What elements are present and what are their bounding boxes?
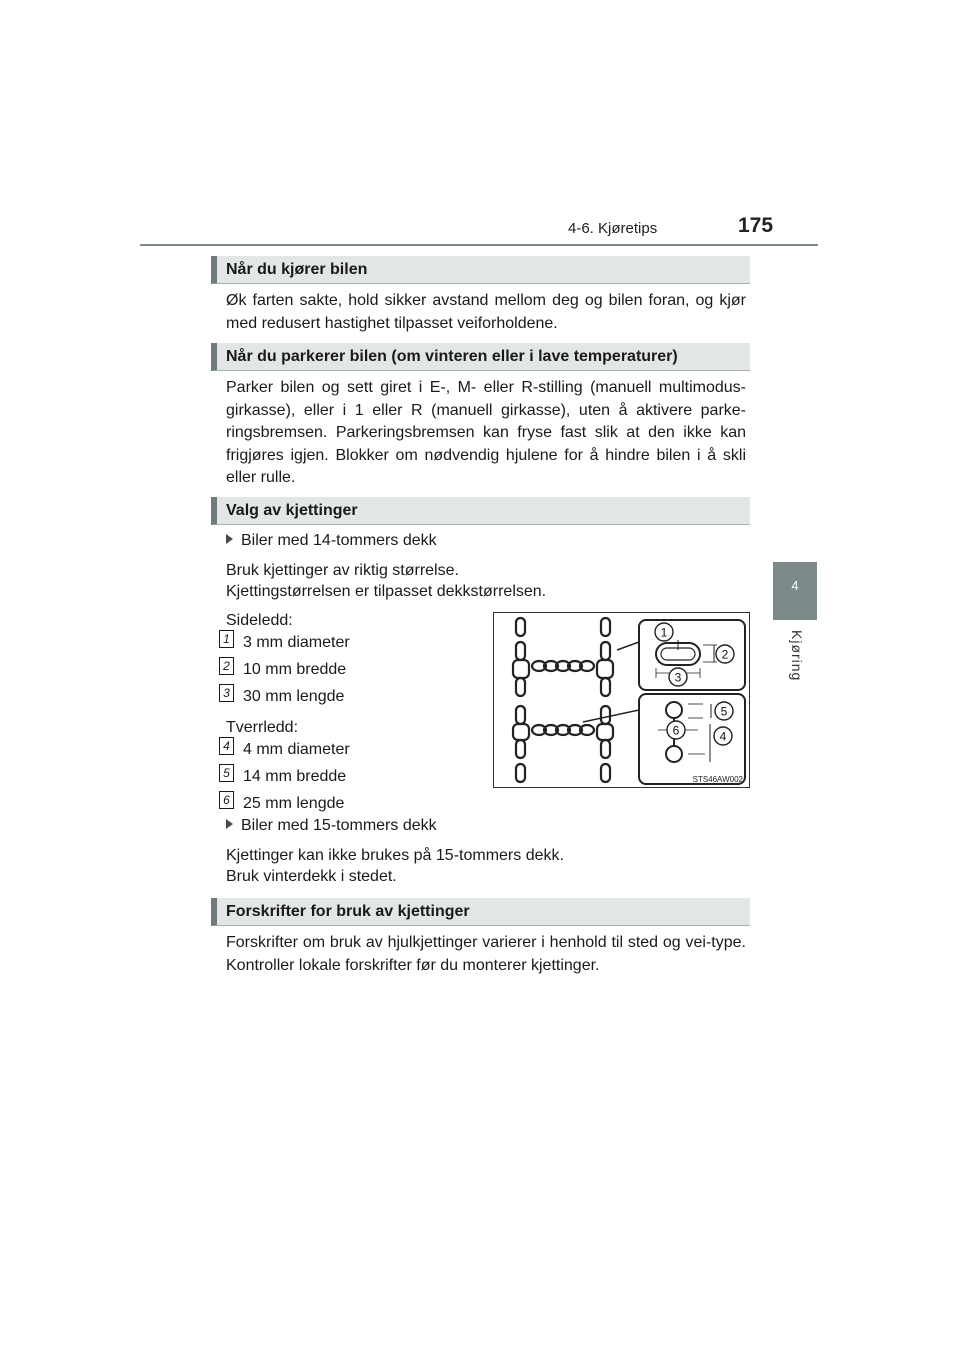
callout-6: 6 [672,723,680,738]
callout-4: 4 [719,729,727,744]
callout-3: 3 [674,670,682,685]
cross-links-label: Tverrledd: [226,719,299,736]
chapter-number: 4 [791,578,799,593]
parking-paragraph: Parker bilen og sett giret i E-, M- eller R-stilling (manuell multimodus-girkasse), eller i 1 eller R (manuell girkasse), uten å aktivere parke-ringsbremsen. Parkeringsbremsen kan fryse fast slik at den ikke kan frigjøres igjen. Blokker om nødvendig hjulene for å hindre bilen i å skli eller rulle. [226,379,746,486]
chain-size-line-1: Bruk kjettinger av riktig størrelse. [226,562,459,579]
chain-size-line-2: Kjettingstørrelsen er tilpasset dekkstørrelsen. [226,583,547,600]
spec-item: 4 4 mm diameter [219,737,350,759]
driving-paragraph: Øk farten sakte, hold sikker avstand mellom deg og bilen foran, og kjør med redusert hastighet tilpasset veiforholdene. [226,292,746,332]
bullet-15-inch: Biler med 15-tommers dekk [226,817,437,835]
spec-item: 6 25 mm lengde [219,791,344,813]
chapter-tab [773,562,817,620]
callout-2: 2 [721,647,729,662]
tyre-chain-illustration [493,612,750,788]
section-heading-parking: Når du parkerer bilen (om vinteren eller i lave temperaturer) [211,343,750,371]
page-number: 175 [738,214,774,237]
side-links-label: Sideledd: [226,612,293,629]
chains-15-inch-line: Kjettinger kan ikke brukes på 15-tommers dekk. [226,847,564,864]
arrow-bullet-icon [226,534,233,544]
spec-item: 1 3 mm diameter [219,630,350,652]
arrow-bullet-icon [226,819,233,829]
callout-1: 1 [660,625,668,640]
regulations-paragraph: Forskrifter om bruk av hjulkjettinger varierer i henhold til sted og vei-type. Kontroller lokale forskrifter før du monterer kjettinger. [226,934,746,974]
header-divider [140,244,818,246]
spec-item: 5 14 mm bredde [219,764,346,786]
callout-5: 5 [720,704,728,719]
callout-number: 3 [219,684,234,702]
spec-item: 3 30 mm lengde [219,684,344,706]
section-heading-driving: Når du kjører bilen [211,256,750,284]
callout-number: 4 [219,737,234,755]
section-title: 4-6. Kjøretips [568,220,658,237]
callout-number: 5 [219,764,234,782]
chapter-label: Kjøring [789,630,805,682]
bullet-14-inch: Biler med 14-tommers dekk [226,532,437,550]
section-heading-chain-selection: Valg av kjettinger [211,497,750,525]
section-heading-chain-regulations: Forskrifter for bruk av kjettinger [211,898,750,926]
callout-number: 2 [219,657,234,675]
figure-code: STS46AW002 [692,775,743,784]
spec-item: 2 10 mm bredde [219,657,346,679]
callout-number: 6 [219,791,234,809]
winter-tyres-line: Bruk vinterdekk i stedet. [226,868,397,885]
callout-number: 1 [219,630,234,648]
